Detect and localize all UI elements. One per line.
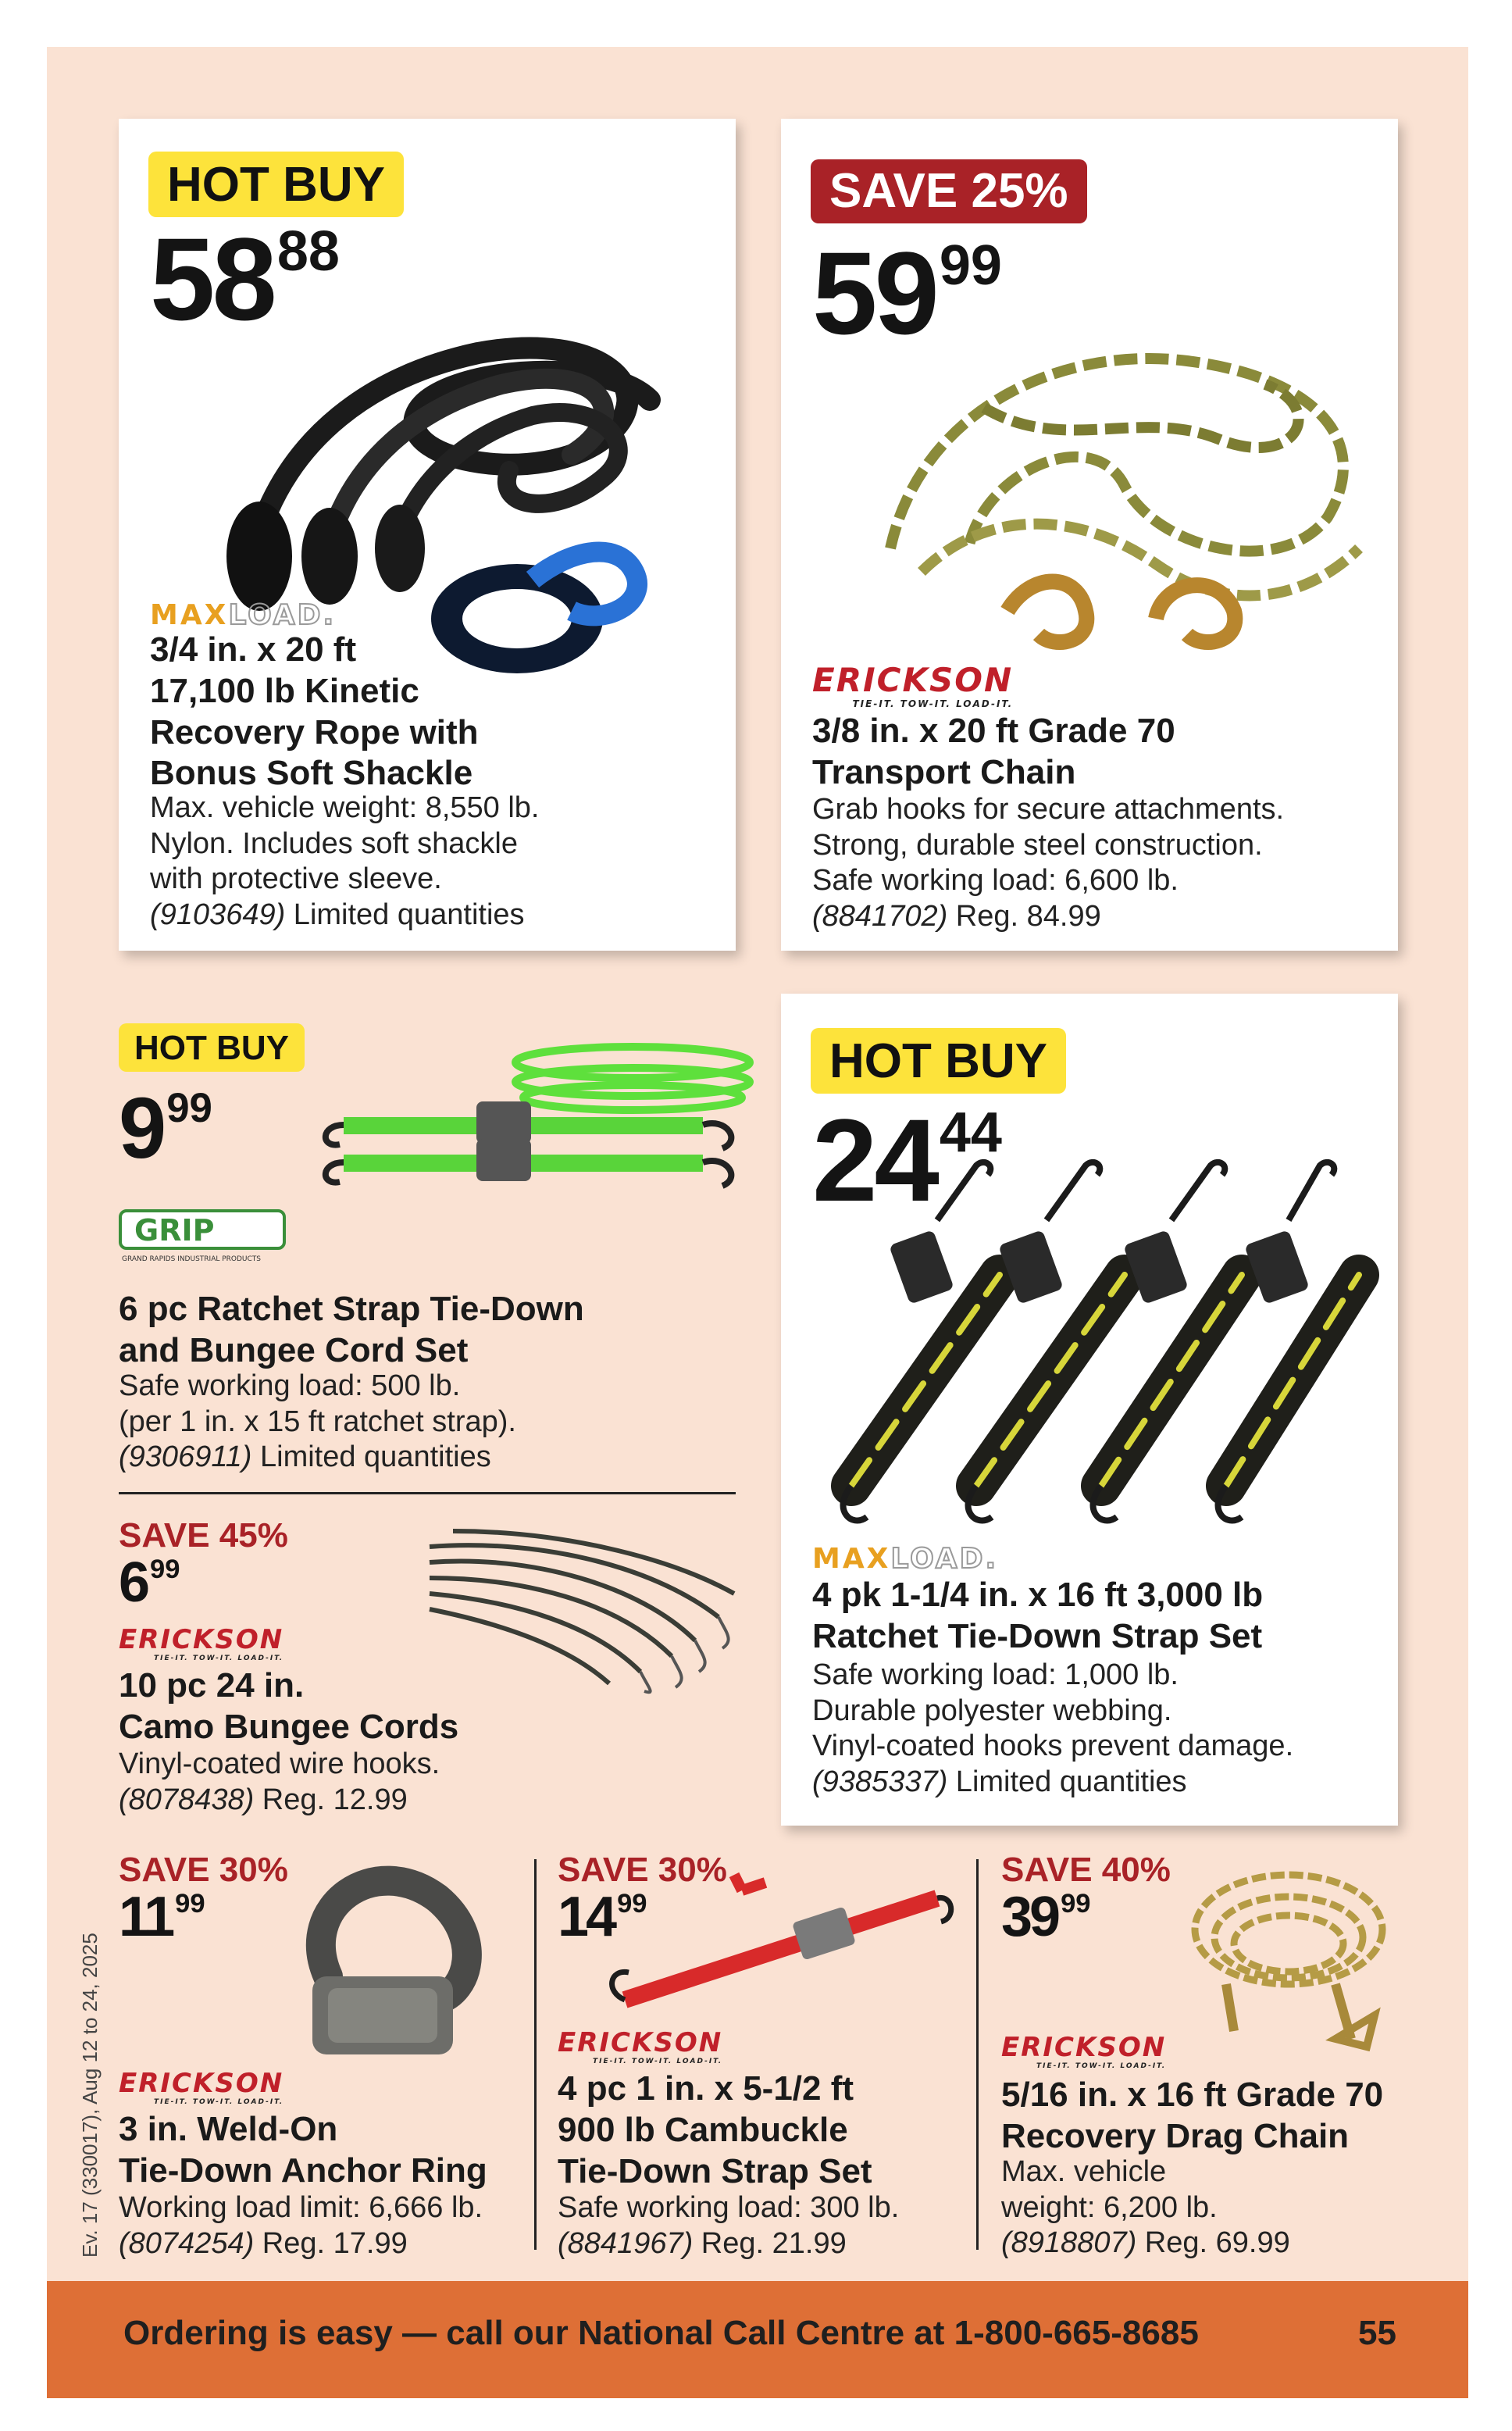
footer-banner bbox=[47, 2281, 1468, 2398]
product-description: Working load limit: 6,666 lb. (8074254) Reg. 17.99 bbox=[119, 2191, 483, 2260]
product-description: Safe working load: 300 lb. (8841967) Reg. 21.99 bbox=[558, 2191, 900, 2260]
transport-chain-image bbox=[828, 314, 1390, 673]
cambuckle-strap-image bbox=[609, 1867, 953, 2023]
product-description: Max. vehicle weight: 6,200 lb. (8918807) Reg. 69.99 bbox=[1001, 2155, 1290, 2260]
product-price: $58^{88}$ bbox=[150, 213, 340, 344]
product-description: Max. vehicle weight: 8,550 lb. Nylon. Includes soft shackle with protective sleeve. (9103649) Limited quantities bbox=[150, 791, 540, 931]
save-label: SAVE 30% bbox=[558, 1851, 727, 1889]
flyer-edition-code: Ev. 17 (330017), Aug 12 to 24, 2025 bbox=[78, 1933, 102, 2258]
save-badge: SAVE 25% bbox=[811, 159, 1087, 223]
column-divider bbox=[976, 1859, 979, 2250]
product-sku: (9103649) bbox=[150, 898, 286, 931]
product-price: $59^{99}$ bbox=[812, 227, 1002, 359]
ratchet-bungee-set-image bbox=[320, 1023, 758, 1195]
product-title: 4 pk 1-1/4 in. x 16 ft 3,000 lb Ratchet Tie-Down Strap Set bbox=[812, 1576, 1264, 1655]
save-label: SAVE 45% bbox=[119, 1516, 288, 1555]
product-card-ratchet-tie-down[interactable] bbox=[781, 994, 1398, 1826]
product-card-recovery-rope[interactable] bbox=[119, 119, 736, 951]
product-price: 11 $^{99}$ bbox=[119, 1886, 205, 1948]
product-description: Grab hooks for secure attachments. Strong, durable steel construction. Safe working load: 6,600 lb. (8841702) Reg. 84.99 bbox=[812, 793, 1285, 933]
product-price: 6 $^{99}$ bbox=[119, 1551, 180, 1614]
product-title: 10 pc 24 in. Camo Bungee Cords bbox=[119, 1666, 459, 1746]
erickson-logo: ERICKSON TIE-IT. TOW-IT. LOAD-IT. bbox=[1001, 2032, 1167, 2070]
hot-buy-badge: HOT BUY bbox=[119, 1023, 305, 1072]
erickson-logo: ERICKSON TIE-IT. TOW-IT. LOAD-IT. bbox=[558, 2027, 723, 2065]
maxload-logo: MAXLOAD. bbox=[812, 1543, 999, 1575]
grip-logo-subtext: GRAND RAPIDS INDUSTRIAL PRODUCTS bbox=[122, 1255, 262, 1263]
product-description: Safe working load: 500 lb. (per 1 in. x 15 ft ratchet strap). (9306911) Limited quantities bbox=[119, 1369, 516, 1474]
bungee-cords-image bbox=[414, 1515, 742, 1695]
product-title: 6 pc Ratchet Strap Tie-Down and Bungee Cord Set bbox=[119, 1290, 584, 1369]
product-price: 39 $^{99}$ bbox=[1001, 1886, 1091, 1948]
ratchet-tie-down-straps-image bbox=[804, 1158, 1367, 1533]
product-description: Safe working load: 1,000 lb. Durable polyester webbing. Vinyl-coated hooks prevent damage. (9385337) Limited quantities bbox=[812, 1658, 1294, 1798]
grip-logo bbox=[119, 1209, 298, 1264]
product-price: $24^{44}$ bbox=[812, 1094, 1002, 1226]
product-sku: (8841702) bbox=[812, 899, 948, 933]
drag-chain-image bbox=[1171, 1851, 1414, 2054]
product-card-transport-chain[interactable] bbox=[781, 119, 1398, 951]
product-sku: (8918807) bbox=[1001, 2226, 1137, 2260]
grip-logo-text: GRIP bbox=[134, 1213, 215, 1248]
product-title: 4 pc 1 in. x 5-1/2 ft 900 lb Cambuckle Tie-Down Strap Set bbox=[558, 2069, 872, 2190]
product-sku: (8841967) bbox=[558, 2226, 694, 2260]
page-number: 55 bbox=[1358, 2314, 1396, 2352]
product-description: Vinyl-coated wire hooks. (8078438) Reg. 12.99 bbox=[119, 1747, 440, 1816]
product-price: $9^{99}$ bbox=[119, 1080, 212, 1176]
erickson-logo: ERICKSON TIE-IT. TOW-IT. LOAD-IT. bbox=[119, 2068, 284, 2106]
product-sku: (9385337) bbox=[812, 1765, 948, 1798]
product-title: 3/4 in. x 20 ft 17,100 lb Kinetic Recovery Rope with Bonus Soft Shackle bbox=[150, 630, 479, 793]
product-title: 5/16 in. x 16 ft Grade 70 Recovery Drag Chain bbox=[1001, 2076, 1384, 2155]
product-title: 3/8 in. x 20 ft Grade 70 Transport Chain bbox=[812, 712, 1175, 791]
hot-buy-badge: HOT BUY bbox=[811, 1028, 1066, 1094]
product-sku: (8074254) bbox=[119, 2226, 255, 2260]
column-divider bbox=[534, 1859, 537, 2250]
hot-buy-badge: HOT BUY bbox=[148, 152, 404, 217]
call-centre-text: Ordering is easy — call our National Call Centre at 1-800-665-8685 bbox=[123, 2314, 1199, 2352]
erickson-logo: ERICKSON TIE-IT. TOW-IT. LOAD-IT. bbox=[812, 661, 1014, 709]
anchor-ring-image bbox=[281, 1859, 500, 2062]
product-sku: (8078438) bbox=[119, 1783, 255, 1816]
product-price: 14 $^{99}$ bbox=[558, 1886, 647, 1948]
erickson-logo: ERICKSON TIE-IT. TOW-IT. LOAD-IT. bbox=[119, 1624, 284, 1662]
product-title: 3 in. Weld-On Tie-Down Anchor Ring bbox=[119, 2110, 487, 2190]
section-divider bbox=[119, 1492, 736, 1494]
save-label: SAVE 30% bbox=[119, 1851, 288, 1889]
maxload-logo: MAXLOAD. bbox=[150, 599, 337, 631]
save-label: SAVE 40% bbox=[1001, 1851, 1171, 1889]
product-sku: (9306911) bbox=[119, 1440, 252, 1474]
